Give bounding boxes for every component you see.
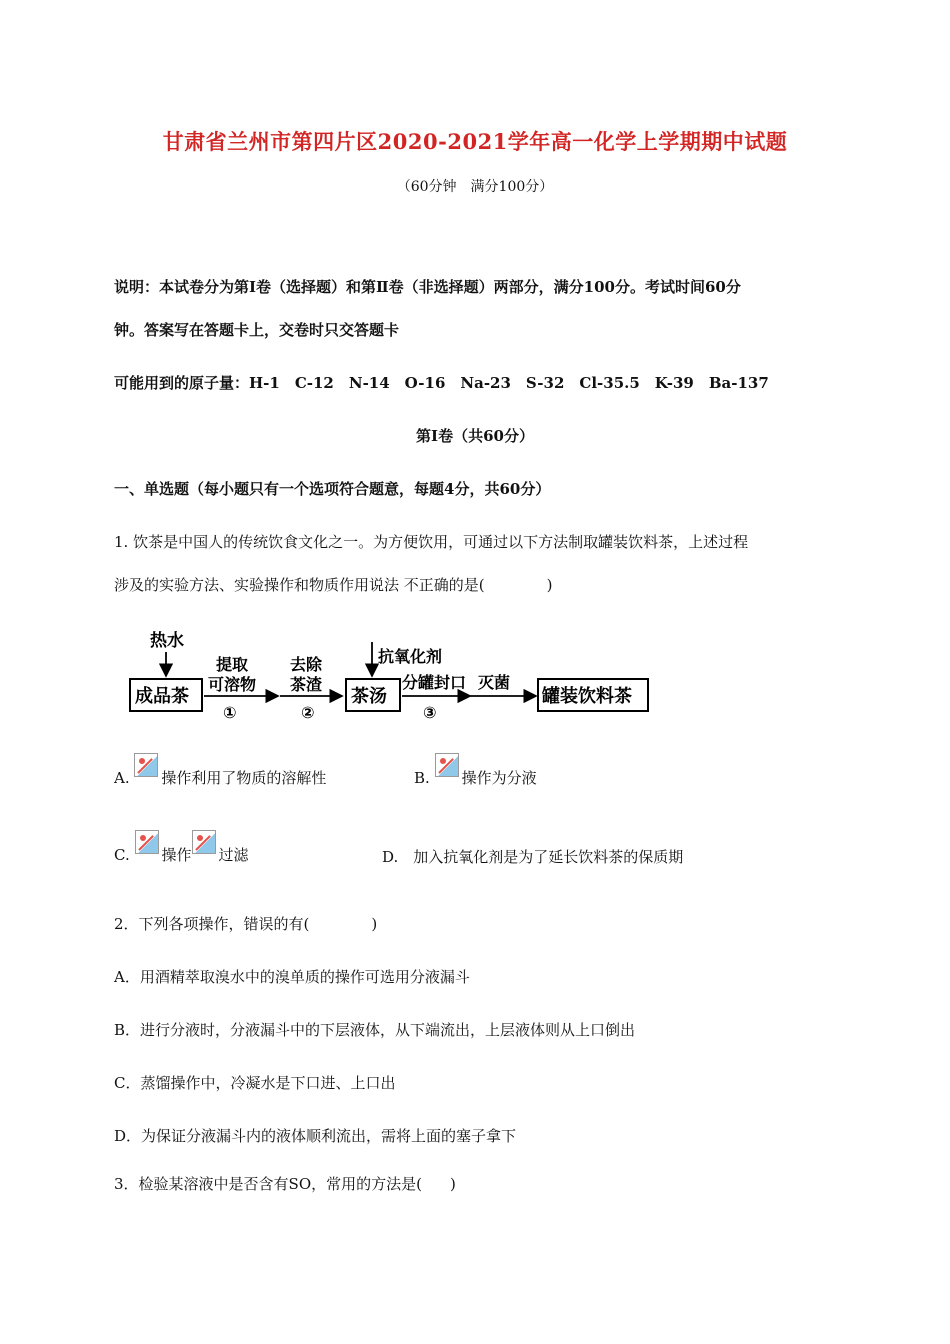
option-b-text: 操作为分液	[461, 769, 537, 787]
q3-stem-text: 3．检验某溶液中是否含有SO，常用的方法是(	[114, 1175, 422, 1193]
option-c-text-2: 过滤	[218, 846, 249, 864]
tea-process-flowchart	[120, 624, 660, 724]
q1-stem-text: 涉及的实验方法、实验操作和物质作用说法 不正确的是(	[114, 576, 485, 594]
q3-stem	[114, 1173, 456, 1194]
step1-bottom-label: 可溶物	[208, 675, 257, 694]
step3-top-label: 分罐封口	[402, 673, 467, 692]
box-tea-soup-label: 茶汤	[351, 686, 387, 707]
step4-top-label: 灭菌	[478, 673, 511, 692]
step2-top-label: 去除	[290, 655, 323, 674]
q2-stem-text: 2．下列各项操作，错误的有(	[114, 915, 310, 933]
q3-stem-close: )	[449, 1175, 456, 1193]
q1-option-a[interactable]	[114, 753, 326, 788]
hot-water-label: 热水	[150, 631, 184, 651]
q2-option-d[interactable]: D．为保证分液漏斗内的液体顺利流出，需将上面的塞子拿下	[114, 1127, 517, 1145]
option-b-label: B.	[414, 769, 430, 787]
exam-title: 甘肃省兰州市第四片区2020-2021学年高一化学上学期期中试题	[162, 129, 788, 154]
part-title: 一、单选题（每小题只有一个选项符合题意，每题4分，共60分）	[114, 480, 551, 498]
option-c-label: C.	[114, 846, 130, 864]
exam-duration-score: （60分钟 满分100分）	[396, 179, 554, 195]
option-a-label: A.	[114, 769, 130, 787]
q2-option-b[interactable]: B．进行分液时，分液漏斗中的下层液体，从下端流出，上层液体则从上口倒出	[114, 1021, 636, 1039]
instructions-line-2: 钟。答案写在答题卡上，交卷时只交答题卡	[114, 321, 400, 339]
broken-image-icon	[134, 753, 158, 777]
q1-option-d[interactable]: D. 加入抗氧化剂是为了延长饮料茶的保质期	[382, 848, 684, 866]
q1-stem-close: )	[546, 576, 553, 594]
broken-image-icon	[192, 830, 216, 854]
q1-option-b[interactable]	[414, 753, 537, 788]
step3-number: ③	[423, 703, 437, 722]
q2-stem	[114, 913, 377, 934]
q1-stem-line-1: 1. 饮茶是中国人的传统饮食文化之一。为方便饮用，可通过以下方法制取罐装饮料茶，上述过程	[114, 533, 749, 551]
option-a-text: 操作利用了物质的溶解性	[161, 769, 327, 787]
step1-top-label: 提取	[216, 655, 249, 674]
step1-number: ①	[223, 703, 237, 722]
q2-stem-close: )	[371, 915, 378, 933]
box-finished-tea-label: 成品茶	[135, 686, 189, 707]
q1-stem-line-2	[114, 574, 552, 595]
step2-bottom-label: 茶渣	[290, 675, 323, 694]
box-canned-tea-label: 罐装饮料茶	[542, 686, 632, 707]
q2-option-a[interactable]: A．用酒精萃取溴水中的溴单质的操作可选用分液漏斗	[114, 968, 470, 986]
section-heading: 第Ⅰ卷（共60分）	[416, 427, 534, 445]
atomic-masses: 可能用到的原子量：H-1 C-12 N-14 O-16 Na-23 S-32 Cl-35.5 K-39 Ba-137	[114, 374, 769, 392]
q2-option-c[interactable]: C．蒸馏操作中，冷凝水是下口进、上口出	[114, 1074, 396, 1092]
step2-number: ②	[301, 703, 315, 722]
broken-image-icon	[135, 830, 159, 854]
antioxidant-label: 抗氧化剂	[378, 647, 443, 666]
broken-image-icon	[435, 753, 459, 777]
instructions-line-1: 说明：本试卷分为第Ⅰ卷（选择题）和第Ⅱ卷（非选择题）两部分，满分100分。考试时间60分	[114, 278, 741, 296]
q1-option-c[interactable]	[114, 830, 249, 865]
option-c-text-1: 操作	[161, 846, 192, 864]
